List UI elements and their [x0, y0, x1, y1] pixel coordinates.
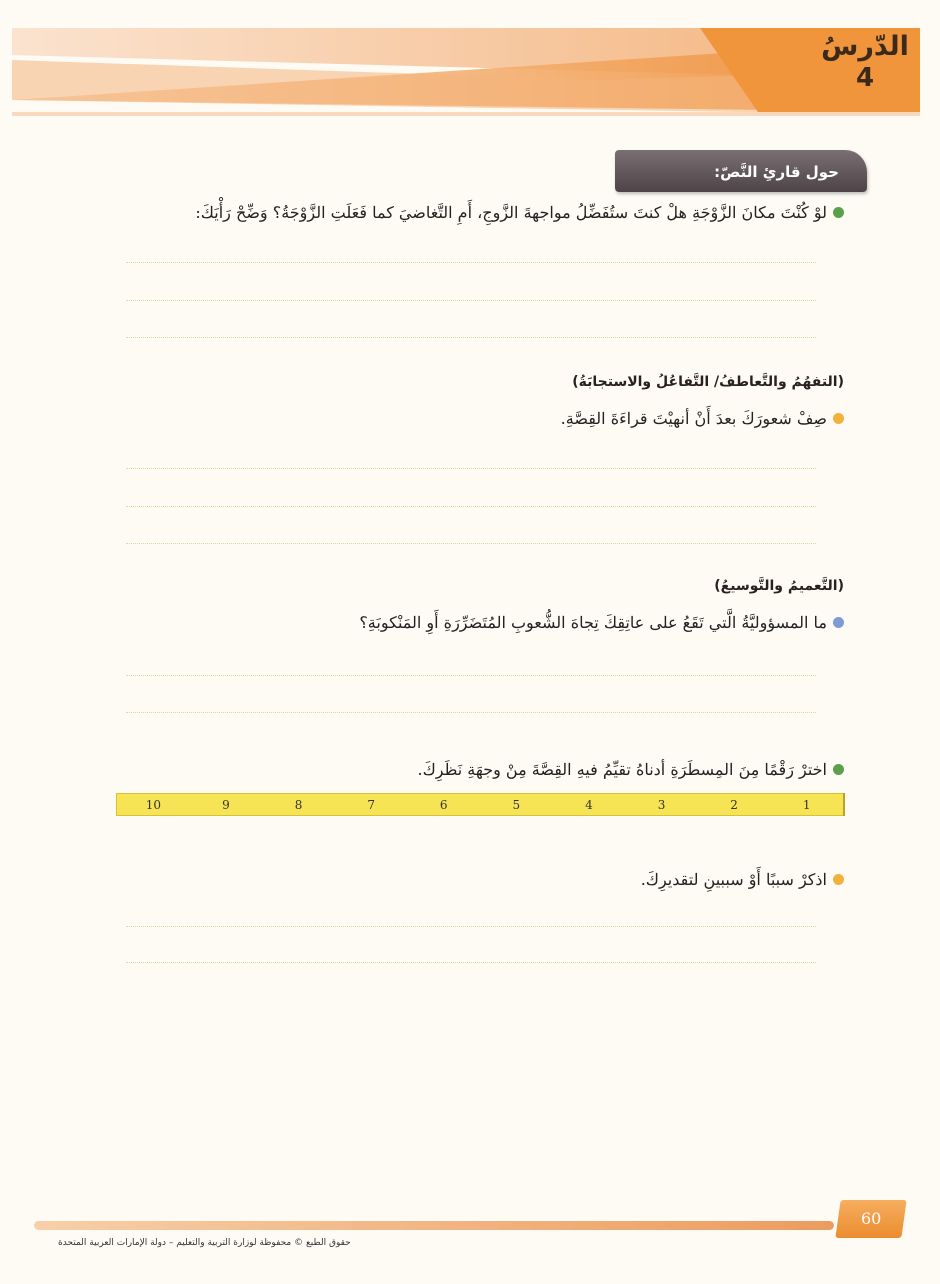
answer-line[interactable]	[126, 675, 816, 676]
answer-line[interactable]	[126, 262, 816, 263]
question-empathy-text: صِفْ شعورَكَ بعدَ أَنْ أنهيْتَ قراءَةَ القِصَّةِ.	[560, 409, 827, 428]
answer-line[interactable]	[126, 300, 816, 301]
footer-bar	[34, 1221, 834, 1230]
answer-line[interactable]	[126, 543, 816, 544]
answer-line[interactable]	[126, 926, 816, 927]
rating-option[interactable]: 10	[145, 798, 161, 812]
bullet-orange-icon	[833, 874, 844, 885]
rating-scale	[116, 793, 844, 816]
rating-option[interactable]: 6	[439, 798, 448, 812]
lesson-number: 4	[855, 63, 875, 93]
question-generalize	[359, 613, 844, 632]
bullet-orange-icon	[833, 413, 844, 424]
answer-line[interactable]	[126, 712, 816, 713]
question-reason-text: اذكرْ سببًا أَوْ سببينِ لتقديرِكَ.	[640, 870, 827, 889]
bullet-green-icon	[833, 207, 844, 218]
lesson-badge	[820, 30, 910, 92]
rating-option[interactable]: 4	[585, 798, 593, 812]
answer-line[interactable]	[126, 506, 816, 507]
bullet-blue-icon	[833, 617, 844, 628]
bullet-green-icon	[833, 764, 844, 775]
lesson-word: الدّرسُ	[821, 31, 909, 62]
scale-edge-divider	[843, 793, 845, 816]
header-banner	[0, 0, 940, 130]
question-empathy	[561, 409, 844, 428]
section-title-empathy: (التفهُمُ والتَّعاطفُ/ التَّفاعُلُ والاستجابَةُ)	[572, 374, 844, 390]
rating-option[interactable]: 5	[512, 798, 521, 812]
section-tab-reading: حول قارئِ النَّصّ:	[615, 150, 867, 192]
question-generalize-text: ما المسؤوليَّةُ الَّتي تَقَعُ على عاتِقِكَ تِجاهَ الشُّعوبِ المُتَضَرِّرَةِ أَوِ المَنْكوبَةِ؟	[359, 613, 827, 632]
answer-line[interactable]	[126, 962, 816, 963]
rating-option[interactable]: 1	[802, 798, 811, 812]
page-number-badge	[835, 1200, 906, 1238]
question-reason	[641, 870, 844, 889]
copyright-notice: حقوق الطبع © محفوظة لوزارة التربية والتعليم – دولة الإمارات العربية المتحدة	[58, 1238, 351, 1248]
question-reading	[195, 203, 844, 222]
rating-option[interactable]: 2	[730, 798, 738, 812]
question-rating	[417, 760, 844, 779]
question-rating-text: اخترْ رَقْمًا مِنَ المِسطَرَةِ أدناهُ تقيِّمُ فيهِ القِصَّةَ مِنْ وجهَةِ نَظَرِكَ.	[417, 760, 827, 779]
answer-line[interactable]	[126, 337, 816, 338]
rating-option[interactable]: 7	[367, 798, 375, 812]
rating-option[interactable]: 9	[222, 798, 230, 812]
page-number: 60	[860, 1209, 882, 1228]
rating-option[interactable]: 8	[294, 798, 303, 812]
question-reading-text: لوْ كُنْتَ مكانَ الزَّوْجَةِ هلْ كنتَ ستُفَضِّلُ مواجهةَ الزَّوجِ، أَمِ التَّغاضيَ كما فَعَلَتِ الزَّوْجَةُ؟ وَضِّحْ رَأْيَكَ:	[195, 203, 827, 222]
section-title-generalize: (التَّعميمُ والتَّوسيعُ)	[714, 578, 844, 594]
rating-option[interactable]: 3	[657, 798, 666, 812]
answer-line[interactable]	[126, 468, 816, 469]
